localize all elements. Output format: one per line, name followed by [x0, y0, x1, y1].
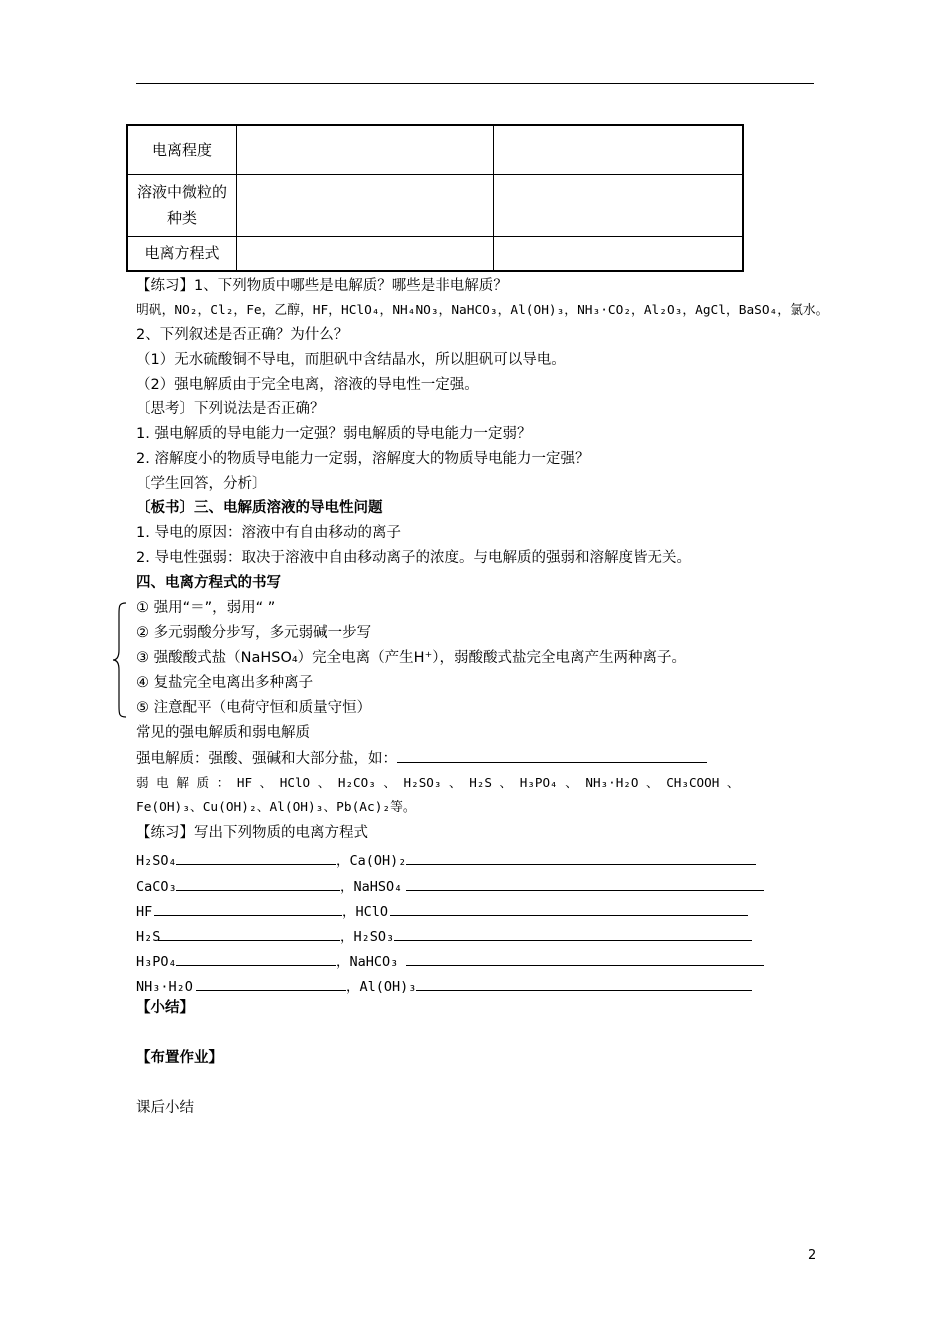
formula-b: Al(OH)₃: [359, 979, 417, 995]
equation-row: NH₃·H₂O ，Al(OH)₃: [136, 976, 752, 996]
fill-blank: [394, 926, 752, 941]
fill-blank: [406, 876, 764, 891]
summary-heading: 【小结】: [136, 1000, 194, 1016]
fill-blank: [176, 850, 336, 865]
fill-blank: [397, 748, 707, 763]
formula-b: Ca(OH)₂: [349, 853, 407, 869]
table-row: [127, 236, 743, 271]
table-cell: [237, 236, 494, 271]
practice1-q2a: （1）无水硫酸铜不导电，而胆矾中含结晶水，所以胆矾可以导电。: [136, 352, 566, 368]
row-label: 溶液中微粒的种类: [127, 174, 237, 236]
after-class-summary: 课后小结: [136, 1100, 194, 1116]
rule-3: ③ 强酸酸式盐（NaHSO₄）完全电离（产生H⁺），弱酸酸式盐完全电离产生两种离子。: [136, 650, 686, 666]
equation-row: CaCO₃ ，NaHSO₄: [136, 876, 764, 896]
equation-row: H₂S ，H₂SO₃: [136, 926, 752, 946]
page-number: 2: [808, 1248, 817, 1263]
practice2-title: 【练习】写出下列物质的电离方程式: [136, 825, 368, 841]
think-item2: 2. 溶解度小的物质导电能力一定弱，溶解度大的物质导电能力一定强？: [136, 451, 590, 467]
rule-1: ① 强用“＝”，弱用“ ”: [136, 600, 276, 616]
formula-a: CaCO₃: [136, 879, 177, 895]
header-rule: [136, 83, 814, 84]
formula-b: HClO: [355, 904, 389, 920]
fill-blank: [406, 951, 764, 966]
formula-a: HF: [136, 904, 153, 920]
comparison-table: [126, 124, 744, 272]
think-note: 〔学生回答，分析〕: [136, 476, 267, 492]
table-cell: [237, 174, 494, 236]
fill-blank: [158, 926, 340, 941]
board3-item1: 1. 导电的原因：溶液中有自由移动的离子: [136, 525, 401, 541]
table-cell: [494, 125, 744, 174]
practice1-substances: 明矾，NO₂，Cl₂，Fe，乙醇，HF，HClO₄，NH₄NO₃，NaHCO₃，Al(OH)₃，NH₃·CO₂，Al₂O₃，AgCl，BaSO₄，氯水。: [136, 303, 829, 318]
table-cell: [494, 236, 744, 271]
equation-row: H₂SO₄ ，Ca(OH)₂: [136, 850, 756, 870]
section4-title: 四、电离方程式的书写: [136, 575, 281, 591]
fill-blank: [196, 976, 346, 991]
equation-row: HF ，HClO: [136, 901, 748, 921]
weak-electrolytes: 弱 电 解 质 ： HF 、 HClO 、 H₂CO₃ 、 H₂SO₃ 、 H₂S 、 H₃PO₄ 、 NH₃·H₂O 、 CH₃COOH 、: [136, 775, 740, 790]
row-label: 电离程度: [127, 125, 237, 174]
table-row: [127, 174, 743, 236]
fill-blank: [176, 876, 340, 891]
formula-a: NH₃·H₂O: [136, 979, 193, 995]
fill-blank: [154, 901, 342, 916]
think-item1: 1. 强电解质的导电能力一定强？弱电解质的导电能力一定弱？: [136, 426, 532, 442]
formula-b: NaHSO₄: [353, 879, 403, 895]
strong-text: 强电解质：强酸、强碱和大部分盐，如：: [136, 751, 397, 767]
think-title: 〔思考〕下列说法是否正确？: [136, 401, 325, 417]
strong-electrolytes: [136, 748, 707, 769]
common-title: 常见的强电解质和弱电解质: [136, 725, 310, 741]
rule-5: ⑤ 注意配平（电荷守恒和质量守恒）: [136, 700, 372, 716]
weak-electrolytes-2: Fe(OH)₃、Cu(OH)₂、Al(OH)₃、Pb(Ac)₂等。: [136, 800, 416, 815]
fill-blank: [176, 951, 336, 966]
formula-b: NaHCO₃: [349, 954, 399, 970]
formula-a: H₂S: [136, 929, 161, 945]
equation-row: H₃PO₄ ，NaHCO₃: [136, 951, 764, 971]
practice1-title: 【练习】1、下列物质中哪些是电解质？哪些是非电解质？: [136, 278, 508, 294]
rule-4: ④ 复盐完全电离出多种离子: [136, 675, 314, 691]
board3-item2: 2. 导电性强弱：取决于溶液中自由移动离子的浓度。与电解质的强弱和溶解度皆无关。: [136, 550, 691, 566]
homework-heading: 【布置作业】: [136, 1050, 223, 1066]
rule-2: ② 多元弱酸分步写，多元弱碱一步写: [136, 625, 372, 641]
practice1-q2: 2、下列叙述是否正确？为什么？: [136, 327, 349, 343]
practice1-q2b: （2）强电解质由于完全电离，溶液的导电性一定强。: [136, 377, 479, 393]
table-cell: [494, 174, 744, 236]
formula-a: H₂SO₄: [136, 853, 177, 869]
rules-brace: [112, 602, 128, 718]
table-row: [127, 125, 743, 174]
row-label: 电离方程式: [127, 236, 237, 271]
board3-title: 〔板书〕三、电解质溶液的导电性问题: [136, 500, 383, 516]
formula-b: H₂SO₃: [353, 929, 395, 945]
formula-a: H₃PO₄: [136, 954, 177, 970]
fill-blank: [406, 850, 756, 865]
fill-blank: [390, 901, 748, 916]
fill-blank: [416, 976, 752, 991]
table-cell: [237, 125, 494, 174]
